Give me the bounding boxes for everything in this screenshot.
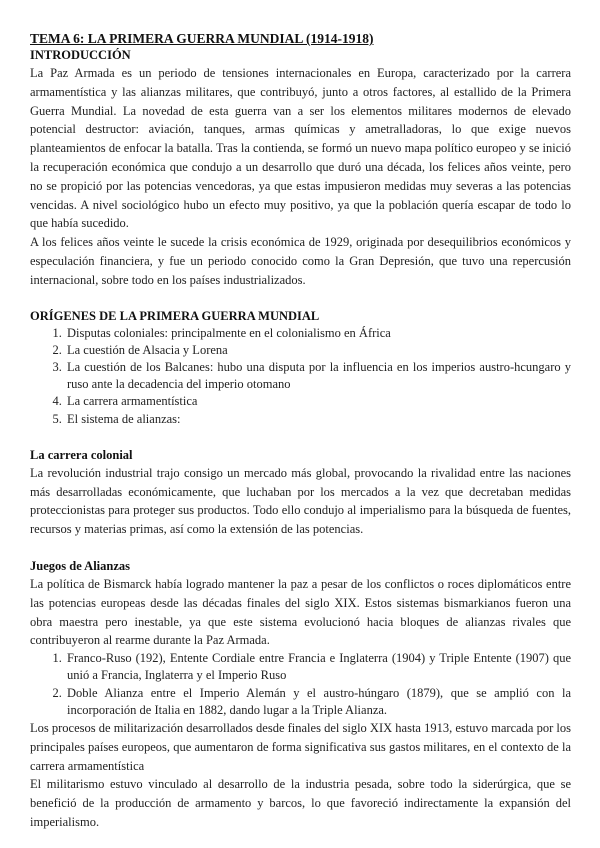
list-item: 4. La carrera armamentística xyxy=(65,393,571,410)
list-item: 1. Franco-Ruso (192), Entente Cordiale entre Francia e Inglaterra (1904) y Triple Entente (1907) que unió a Francia, Inglaterra y el Imperio Ruso xyxy=(65,650,571,684)
list-item: 2. La cuestión de Alsacia y Lorena xyxy=(65,342,571,359)
alliances-paragraph: La política de Bismarck había logrado mantener la paz a pesar de los conflictos o roces diplomáticos entre las potencias europeas desde las décadas finales del siglo XIX. Estos sistemas bismarkianos fueron una obra maestra pero inestable, ya que este sistema evolucionó hacia bloques de alianzas rivales que contribuyeron al rearme durante la Paz Armada. xyxy=(30,576,571,648)
list-item: 1. Disputas coloniales: principalmente en el colonialismo en África xyxy=(65,325,571,342)
document-title: TEMA 6: LA PRIMERA GUERRA MUNDIAL (1914-1918) xyxy=(30,31,374,46)
origins-heading: ORÍGENES DE LA PRIMERA GUERRA MUNDIAL xyxy=(30,308,320,323)
section-gap xyxy=(30,290,571,308)
alliances-list xyxy=(30,650,571,719)
alliances-closing-2: El militarismo estuvo vinculado al desarrollo de la industria pesada, sobre todo la siderúrgica, que se benefició de la producción de armamento y barcos, lo que favoreció indirectamente la expansión del imperialismo. xyxy=(30,777,571,829)
origins-list xyxy=(30,325,571,428)
colonial-paragraph: La revolución industrial trajo consigo un mercado más global, provocando la rivalidad entre las naciones más desarrolladas económicamente, que luchaban por los mercados a la vez que decretaban medidas proteccionistas para proteger sus productos. Todo ello condujo al imperialismo para la búsqueda de fuentes, recursos y materias primas, así como la extensión de las potencias. xyxy=(30,465,571,537)
intro-paragraph-2: A los felices años veinte le sucede la crisis económica de 1929, originada por desequilibrios económicos y especulación financiera, y fue un periodo conocido como la Gran Depresión, que tuvo una repercusión internacional, sobre todo en los países industrializados. xyxy=(30,235,571,287)
intro-heading: INTRODUCCIÓN xyxy=(30,48,131,62)
intro-paragraph-1: La Paz Armada es un periodo de tensiones internacionales en Europa, caracterizado por la carrera armamentística y las alianzas militares, que contribuyó, junto a otros factores, al estallido de la Primera Guerra Mundial. La novedad de esta guerra van a ser los elementos militares modernos de elevado potencial destructor: aviación, tanques, armas químicas y ametralladoras, lo que exige nuevos planteamientos de enfocar la batalla. Tras la contienda, se formó un nuevo mapa político europeo y se inició la recuperación económica que condujo a un desarrollo que duró una década, los felices años veinte, pero no se propició por las potencias vencedoras, ya que estas impusieron medidas muy severas a las potencias vencidas. A nivel sociológico hubo un efecto muy positivo, ya que la población quería escapar de todo lo que había sucedido. xyxy=(30,66,571,231)
list-item: 3. La cuestión de los Balcanes: hubo una disputa por la influencia en los imperios austro-hcungaro y ruso ante la decadencia del imperio otomano xyxy=(65,359,571,393)
list-item: 2. Doble Alianza entre el Imperio Alemán y el austro-húngaro (1879), que se amplió con la incorporación de Italia en 1882, dando lugar a la Triple Alianza. xyxy=(65,685,571,719)
section-gap xyxy=(30,539,571,557)
section-gap xyxy=(30,428,571,446)
alliances-heading: Juegos de Alianzas xyxy=(30,558,131,573)
list-item: 5. El sistema de alianzas: xyxy=(65,411,571,428)
colonial-heading: La carrera colonial xyxy=(30,447,133,462)
alliances-closing-1: Los procesos de militarización desarrollados desde finales del siglo XIX hasta 1913, estuvo marcada por los principales países europeos, que aumentaron de forma significativa sus gastos militares, en el contexto de la carrera armamentística xyxy=(30,720,571,773)
